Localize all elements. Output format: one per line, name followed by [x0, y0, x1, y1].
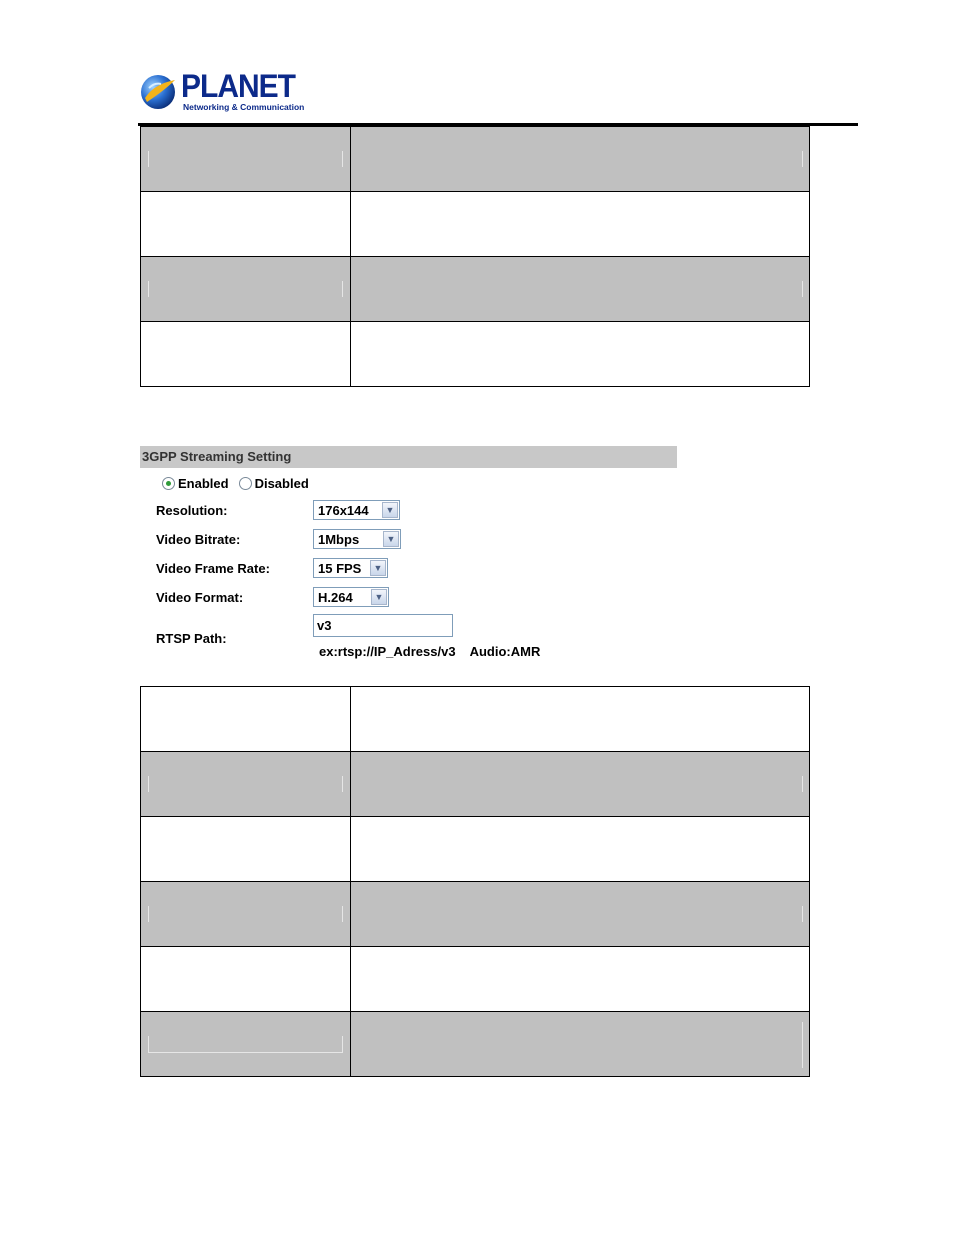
- panel-title: 3GPP Streaming Setting: [140, 446, 677, 468]
- table-cell: [351, 127, 810, 192]
- video-bitrate-label: Video Bitrate:: [156, 532, 241, 547]
- video-bitrate-select[interactable]: [313, 529, 401, 549]
- video-format-label: Video Format:: [156, 590, 244, 605]
- globe-logo-icon: [139, 72, 177, 110]
- resolution-select[interactable]: [313, 500, 400, 520]
- video-format-value: H.264: [318, 589, 353, 605]
- rtsp-path-label: RTSP Path:: [156, 631, 227, 646]
- table-cell: [351, 947, 810, 1012]
- video-bitrate-value: 1Mbps: [318, 531, 360, 547]
- 3gpp-streaming-panel: [140, 446, 680, 666]
- video-frame-rate-select[interactable]: [313, 558, 388, 578]
- table-row: [141, 257, 810, 322]
- chevron-down-icon[interactable]: ▼: [371, 589, 387, 605]
- table-row: [141, 322, 810, 387]
- table-cell: [351, 1012, 810, 1077]
- table-cell: [351, 817, 810, 882]
- table-row: [141, 882, 810, 947]
- resolution-value: 176x144: [318, 502, 369, 518]
- brand-tagline: Networking & Communication: [183, 102, 305, 112]
- brand-name: PLANET: [181, 69, 295, 105]
- chevron-down-icon[interactable]: ▼: [382, 502, 398, 518]
- top-table: [140, 126, 810, 387]
- table-cell: [141, 1012, 351, 1077]
- rtsp-example: ex:rtsp://IP_Adress/v3: [319, 644, 456, 659]
- table-cell: [141, 882, 351, 947]
- table-cell: [351, 752, 810, 817]
- table-cell: [141, 752, 351, 817]
- table-cell: [141, 817, 351, 882]
- streaming-radio-group: [162, 474, 319, 492]
- table-cell: [351, 882, 810, 947]
- chevron-down-icon[interactable]: ▼: [370, 560, 386, 576]
- resolution-label: Resolution:: [156, 503, 228, 518]
- table-cell: [141, 687, 351, 752]
- table-cell: [351, 192, 810, 257]
- enabled-label[interactable]: Enabled: [178, 475, 229, 491]
- table-cell: [351, 687, 810, 752]
- table-cell: [141, 322, 351, 387]
- enabled-radio[interactable]: [162, 477, 175, 490]
- table-row: [141, 127, 810, 192]
- table-cell: [141, 257, 351, 322]
- rtsp-path-input[interactable]: v3: [313, 614, 453, 637]
- disabled-label[interactable]: Disabled: [254, 475, 309, 491]
- audio-codec: Audio:AMR: [469, 644, 541, 659]
- table-cell: [141, 127, 351, 192]
- table-row: [141, 1012, 810, 1077]
- rtsp-hint: [319, 644, 540, 659]
- video-frame-rate-value: 15 FPS: [318, 560, 362, 576]
- table-row: [141, 687, 810, 752]
- table-row: [141, 947, 810, 1012]
- video-frame-rate-label: Video Frame Rate:: [156, 561, 270, 576]
- table-row: [141, 192, 810, 257]
- bottom-table: [140, 686, 810, 1077]
- table-row: [141, 752, 810, 817]
- planet-logo: [139, 69, 305, 116]
- table-cell: [351, 322, 810, 387]
- disabled-radio[interactable]: [239, 477, 252, 490]
- table-cell: [141, 192, 351, 257]
- table-cell: [141, 947, 351, 1012]
- chevron-down-icon[interactable]: ▼: [383, 531, 399, 547]
- video-format-select[interactable]: [313, 587, 389, 607]
- table-cell: [351, 257, 810, 322]
- table-row: [141, 817, 810, 882]
